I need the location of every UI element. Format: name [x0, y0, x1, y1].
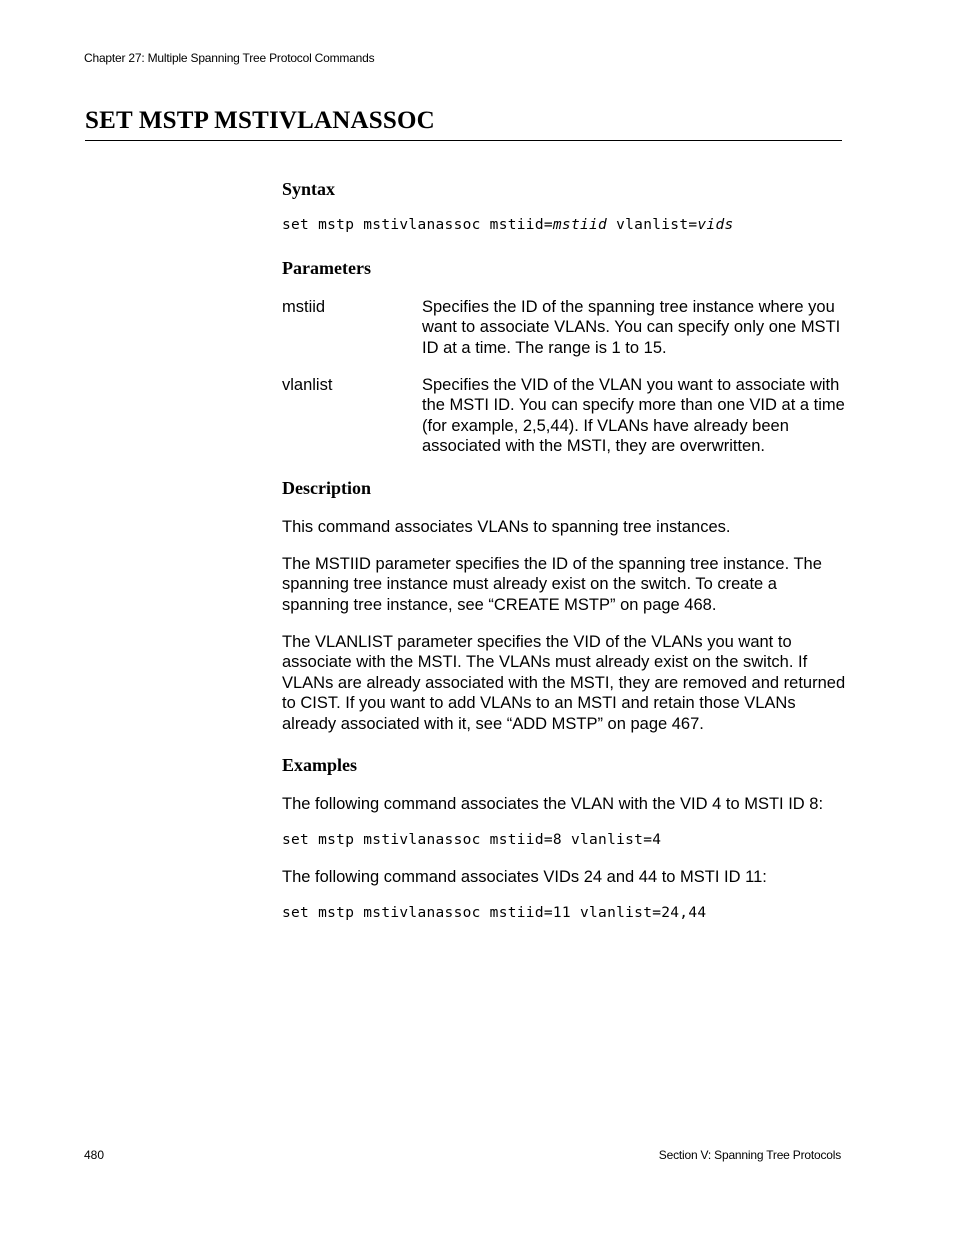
parameters-heading: Parameters [282, 258, 371, 278]
examples-heading: Examples [282, 755, 358, 775]
example-text: The following command associates VIDs 24 and 44 to MSTI ID 11: [282, 868, 767, 886]
description-heading: Description [282, 478, 371, 498]
syntax-command-middle: vlanlist= [607, 217, 698, 233]
example-command: set mstp mstivlanassoc mstiid=11 vlanlist=24,44 [282, 905, 707, 921]
example-text: The following command associates the VLAN with the VID 4 to MSTI ID 8: [282, 795, 824, 813]
page-title: SET MSTP MSTIVLANASSOC [85, 107, 435, 134]
footer-section: Section V: Spanning Tree Protocols [658, 1148, 841, 1162]
param-desc-mstiid: Specifies the ID of the spanning tree instance where you want to associate VLANs. You can specify only one MSTI ID at a time. The range is 1 to 15. [422, 298, 841, 357]
param-name-mstiid: mstiid [282, 298, 326, 316]
syntax-arg-mstiid: mstiid [552, 217, 608, 233]
example-command: set mstp mstivlanassoc mstiid=8 vlanlist=4 [282, 832, 662, 848]
param-name-vlanlist: vlanlist [282, 376, 333, 394]
description-paragraph: This command associates VLANs to spanning tree instances. [282, 518, 731, 536]
page-number: 480 [84, 1148, 105, 1162]
syntax-arg-vids: vids [697, 217, 734, 233]
description-paragraph: The VLANLIST parameter specifies the VID of the VLANs you want to associate with the MSTI. The VLANs must already exist on the switch. If VLANs are already associated with the MSTI, they are removed and returned to CIST. If you want to add VLANs to an MSTI and retain those VLANs already associated with it, see “ADD MSTP” on page 467. [282, 633, 846, 733]
syntax-command [282, 217, 734, 233]
running-header: Chapter 27: Multiple Spanning Tree Protocol Commands [84, 51, 375, 65]
description-paragraph: The MSTIID parameter specifies the ID of the spanning tree instance. The spanning tree instance must already exist on the switch. To create a spanning tree instance, see “CREATE MSTP” on page 468. [282, 555, 822, 614]
title-divider [85, 140, 842, 141]
param-desc-vlanlist: Specifies the VID of the VLAN you want to associate with the MSTI ID. You can specify more than one VID at a time (for example, 2,5,44). If VLANs have already been associated with the MSTI, they are overwritten. [422, 376, 845, 456]
syntax-heading: Syntax [282, 179, 336, 199]
syntax-command-prefix: set mstp mstivlanassoc mstiid= [282, 217, 553, 233]
